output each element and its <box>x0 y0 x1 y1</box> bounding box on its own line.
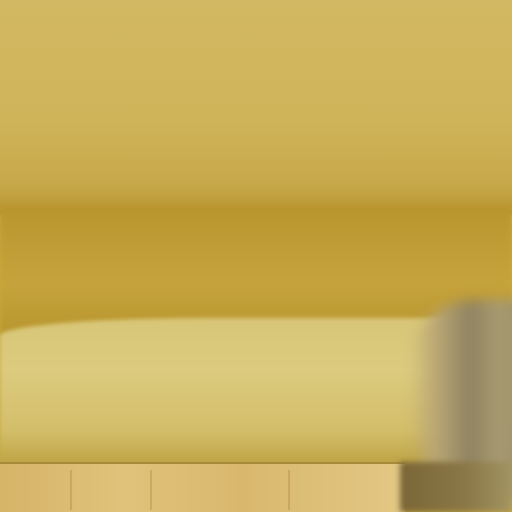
wood-grain <box>70 470 72 510</box>
upper-fabric-area <box>0 0 512 215</box>
wooden-surface-shadow <box>400 462 512 512</box>
wood-grain <box>150 470 152 510</box>
wooden-surface <box>0 462 405 512</box>
wood-grain <box>288 470 290 510</box>
